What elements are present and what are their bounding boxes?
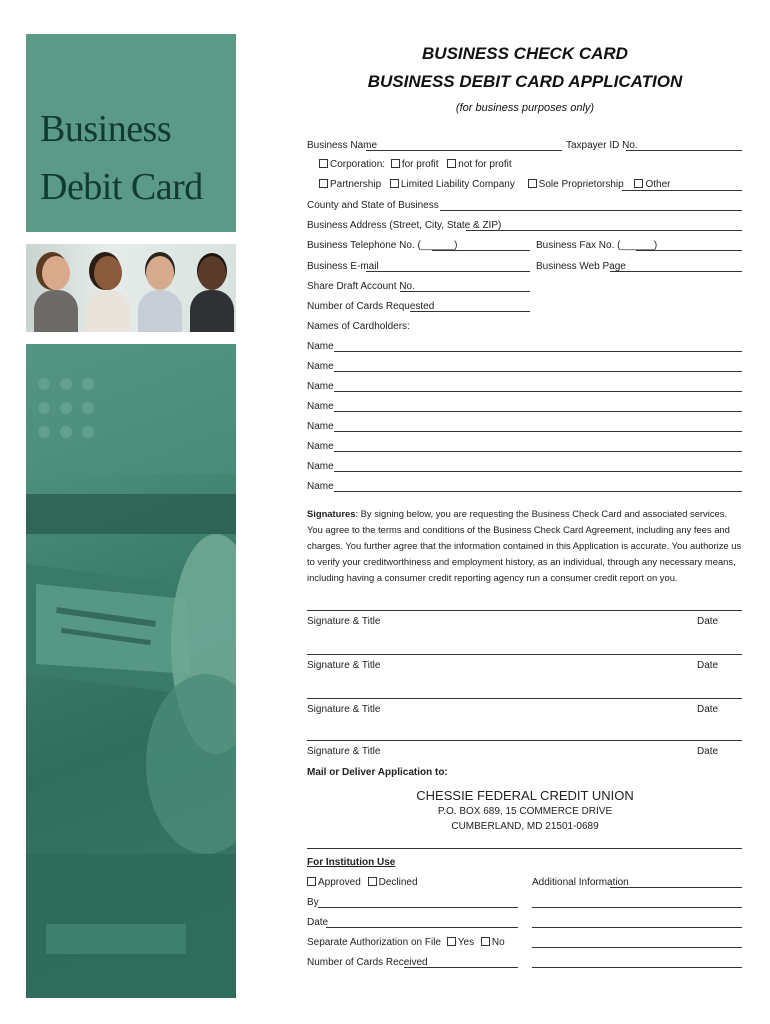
other-checkbox[interactable] bbox=[634, 179, 643, 188]
share-draft-label: Share Draft Account No. bbox=[307, 281, 415, 292]
declined-checkbox[interactable] bbox=[368, 877, 377, 886]
business-people-photo bbox=[26, 244, 236, 332]
telephone-field[interactable] bbox=[432, 250, 530, 251]
signatures-text: : By signing below, you are requesting the Business Check Card and associated services. You agree to the terms and conditions of the Business Check Card Agreement, including any fees and charges. You further agree that the information contained in this Application is accurate. You authorize us to verify your creditworthiness and employment history, as an individual, through any necessary means, including having a consumer credit reporting agency run a consumer credit report on you. bbox=[307, 508, 742, 583]
yes-checkbox[interactable] bbox=[447, 937, 456, 946]
fax-label: Business Fax No. (______) bbox=[536, 240, 658, 251]
additional-info-line5[interactable] bbox=[532, 967, 742, 968]
approved-checkbox[interactable] bbox=[307, 877, 316, 886]
signature-title-label: Signature & Title bbox=[307, 746, 381, 757]
county-state-field[interactable] bbox=[440, 210, 742, 211]
sidebar-title-line1: Business bbox=[40, 108, 172, 150]
num-cards-label: Number of Cards Requested bbox=[307, 301, 435, 312]
credit-union-address1: P.O. BOX 689, 15 COMMERCE DRIVE bbox=[437, 806, 613, 817]
business-name-field[interactable] bbox=[366, 150, 562, 151]
cardholder-name-field[interactable] bbox=[334, 411, 742, 412]
corporation-checkbox[interactable] bbox=[319, 159, 328, 168]
signature-line[interactable] bbox=[307, 698, 742, 699]
corporation-row: Corporation: for profit not for profit bbox=[319, 159, 512, 171]
cardholder-name-label: Name bbox=[307, 381, 334, 392]
no-checkbox[interactable] bbox=[481, 937, 490, 946]
for-profit-checkbox[interactable] bbox=[391, 159, 400, 168]
form-title-line1: BUSINESS CHECK CARD bbox=[422, 44, 628, 63]
web-field[interactable] bbox=[610, 271, 742, 272]
date-field[interactable] bbox=[326, 927, 518, 928]
additional-info-line3[interactable] bbox=[532, 927, 742, 928]
web-label: Business Web Page bbox=[536, 261, 626, 272]
additional-info-line2[interactable] bbox=[532, 907, 742, 908]
signatures-paragraph bbox=[307, 506, 743, 586]
cardholder-name-field[interactable] bbox=[334, 471, 742, 472]
signature-title-label: Signature & Title bbox=[307, 616, 381, 627]
person-figure bbox=[136, 248, 184, 332]
other-field[interactable] bbox=[622, 190, 742, 191]
mail-label: Mail or Deliver Application to: bbox=[307, 767, 448, 778]
cardholder-name-label: Name bbox=[307, 481, 334, 492]
atm-card-photo bbox=[26, 344, 236, 998]
sidebar-title-line2: Debit Card bbox=[40, 166, 203, 208]
taxpayer-id-label: Taxpayer ID No. bbox=[566, 140, 638, 151]
form-subtitle: (for business purposes only) bbox=[455, 102, 595, 114]
person-figure bbox=[32, 248, 80, 332]
cards-received-field[interactable] bbox=[404, 967, 518, 968]
institution-heading: For Institution Use bbox=[307, 857, 396, 868]
not-for-profit-checkbox[interactable] bbox=[447, 159, 456, 168]
cards-received-label: Number of Cards Received bbox=[307, 957, 428, 968]
business-name-label: Business Name bbox=[307, 140, 378, 151]
address-field[interactable] bbox=[466, 230, 742, 231]
cardholder-name-field[interactable] bbox=[334, 491, 742, 492]
cardholder-name-label: Name bbox=[307, 461, 334, 472]
signature-date-label: Date bbox=[697, 746, 719, 757]
partnership-checkbox[interactable] bbox=[319, 179, 328, 188]
sidebar-title bbox=[40, 100, 203, 216]
person-figure bbox=[84, 248, 132, 332]
signature-line[interactable] bbox=[307, 610, 742, 611]
llc-checkbox[interactable] bbox=[390, 179, 399, 188]
person-figure bbox=[188, 248, 236, 332]
by-label: By bbox=[307, 897, 319, 908]
cardholder-name-field[interactable] bbox=[334, 371, 742, 372]
additional-info-label: Additional Information bbox=[532, 877, 629, 888]
cardholder-name-field[interactable] bbox=[334, 391, 742, 392]
fax-field[interactable] bbox=[636, 250, 742, 251]
signature-line[interactable] bbox=[307, 654, 742, 655]
cardholder-name-label: Name bbox=[307, 361, 334, 372]
cardholder-name-field[interactable] bbox=[334, 431, 742, 432]
taxpayer-id-field[interactable] bbox=[626, 150, 742, 151]
num-cards-field[interactable] bbox=[410, 311, 530, 312]
cardholder-name-label: Name bbox=[307, 401, 334, 412]
credit-union-address2: CUMBERLAND, MD 21501-0689 bbox=[451, 821, 599, 832]
cardholder-name-field[interactable] bbox=[334, 351, 742, 352]
email-field[interactable] bbox=[366, 271, 530, 272]
entity-type-row: Partnership Limited Liability Company Sole Proprietorship Other bbox=[319, 179, 671, 191]
cardholder-name-label: Name bbox=[307, 441, 334, 452]
sep-auth-row: Separate Authorization on File Yes No bbox=[307, 937, 505, 948]
date-label: Date bbox=[307, 917, 329, 928]
divider bbox=[307, 848, 742, 849]
signature-title-label: Signature & Title bbox=[307, 660, 381, 671]
credit-union-name: CHESSIE FEDERAL CREDIT UNION bbox=[416, 788, 634, 803]
telephone-label: Business Telephone No. (______) bbox=[307, 240, 458, 251]
email-label: Business E-mail bbox=[307, 261, 379, 272]
county-state-label: County and State of Business bbox=[307, 200, 439, 211]
approval-row: Approved Declined bbox=[307, 877, 418, 889]
form-title-line2: BUSINESS DEBIT CARD APPLICATION bbox=[367, 72, 683, 91]
share-draft-field[interactable] bbox=[400, 291, 530, 292]
address-label: Business Address (Street, City, State & ZIP) bbox=[307, 220, 502, 231]
signature-date-label: Date bbox=[697, 616, 719, 627]
by-field[interactable] bbox=[318, 907, 518, 908]
cardholder-name-label: Name bbox=[307, 421, 334, 432]
sole-prop-checkbox[interactable] bbox=[528, 179, 537, 188]
cardholder-name-field[interactable] bbox=[334, 451, 742, 452]
signature-date-label: Date bbox=[697, 704, 719, 715]
signature-title-label: Signature & Title bbox=[307, 704, 381, 715]
atm-illustration bbox=[26, 344, 236, 998]
cardholders-label: Names of Cardholders: bbox=[307, 321, 410, 332]
additional-info-field[interactable] bbox=[610, 887, 742, 888]
signature-line[interactable] bbox=[307, 740, 742, 741]
cardholder-name-label: Name bbox=[307, 341, 334, 352]
additional-info-line4[interactable] bbox=[532, 947, 742, 948]
signature-date-label: Date bbox=[697, 660, 719, 671]
signatures-heading: Signatures bbox=[307, 508, 356, 519]
